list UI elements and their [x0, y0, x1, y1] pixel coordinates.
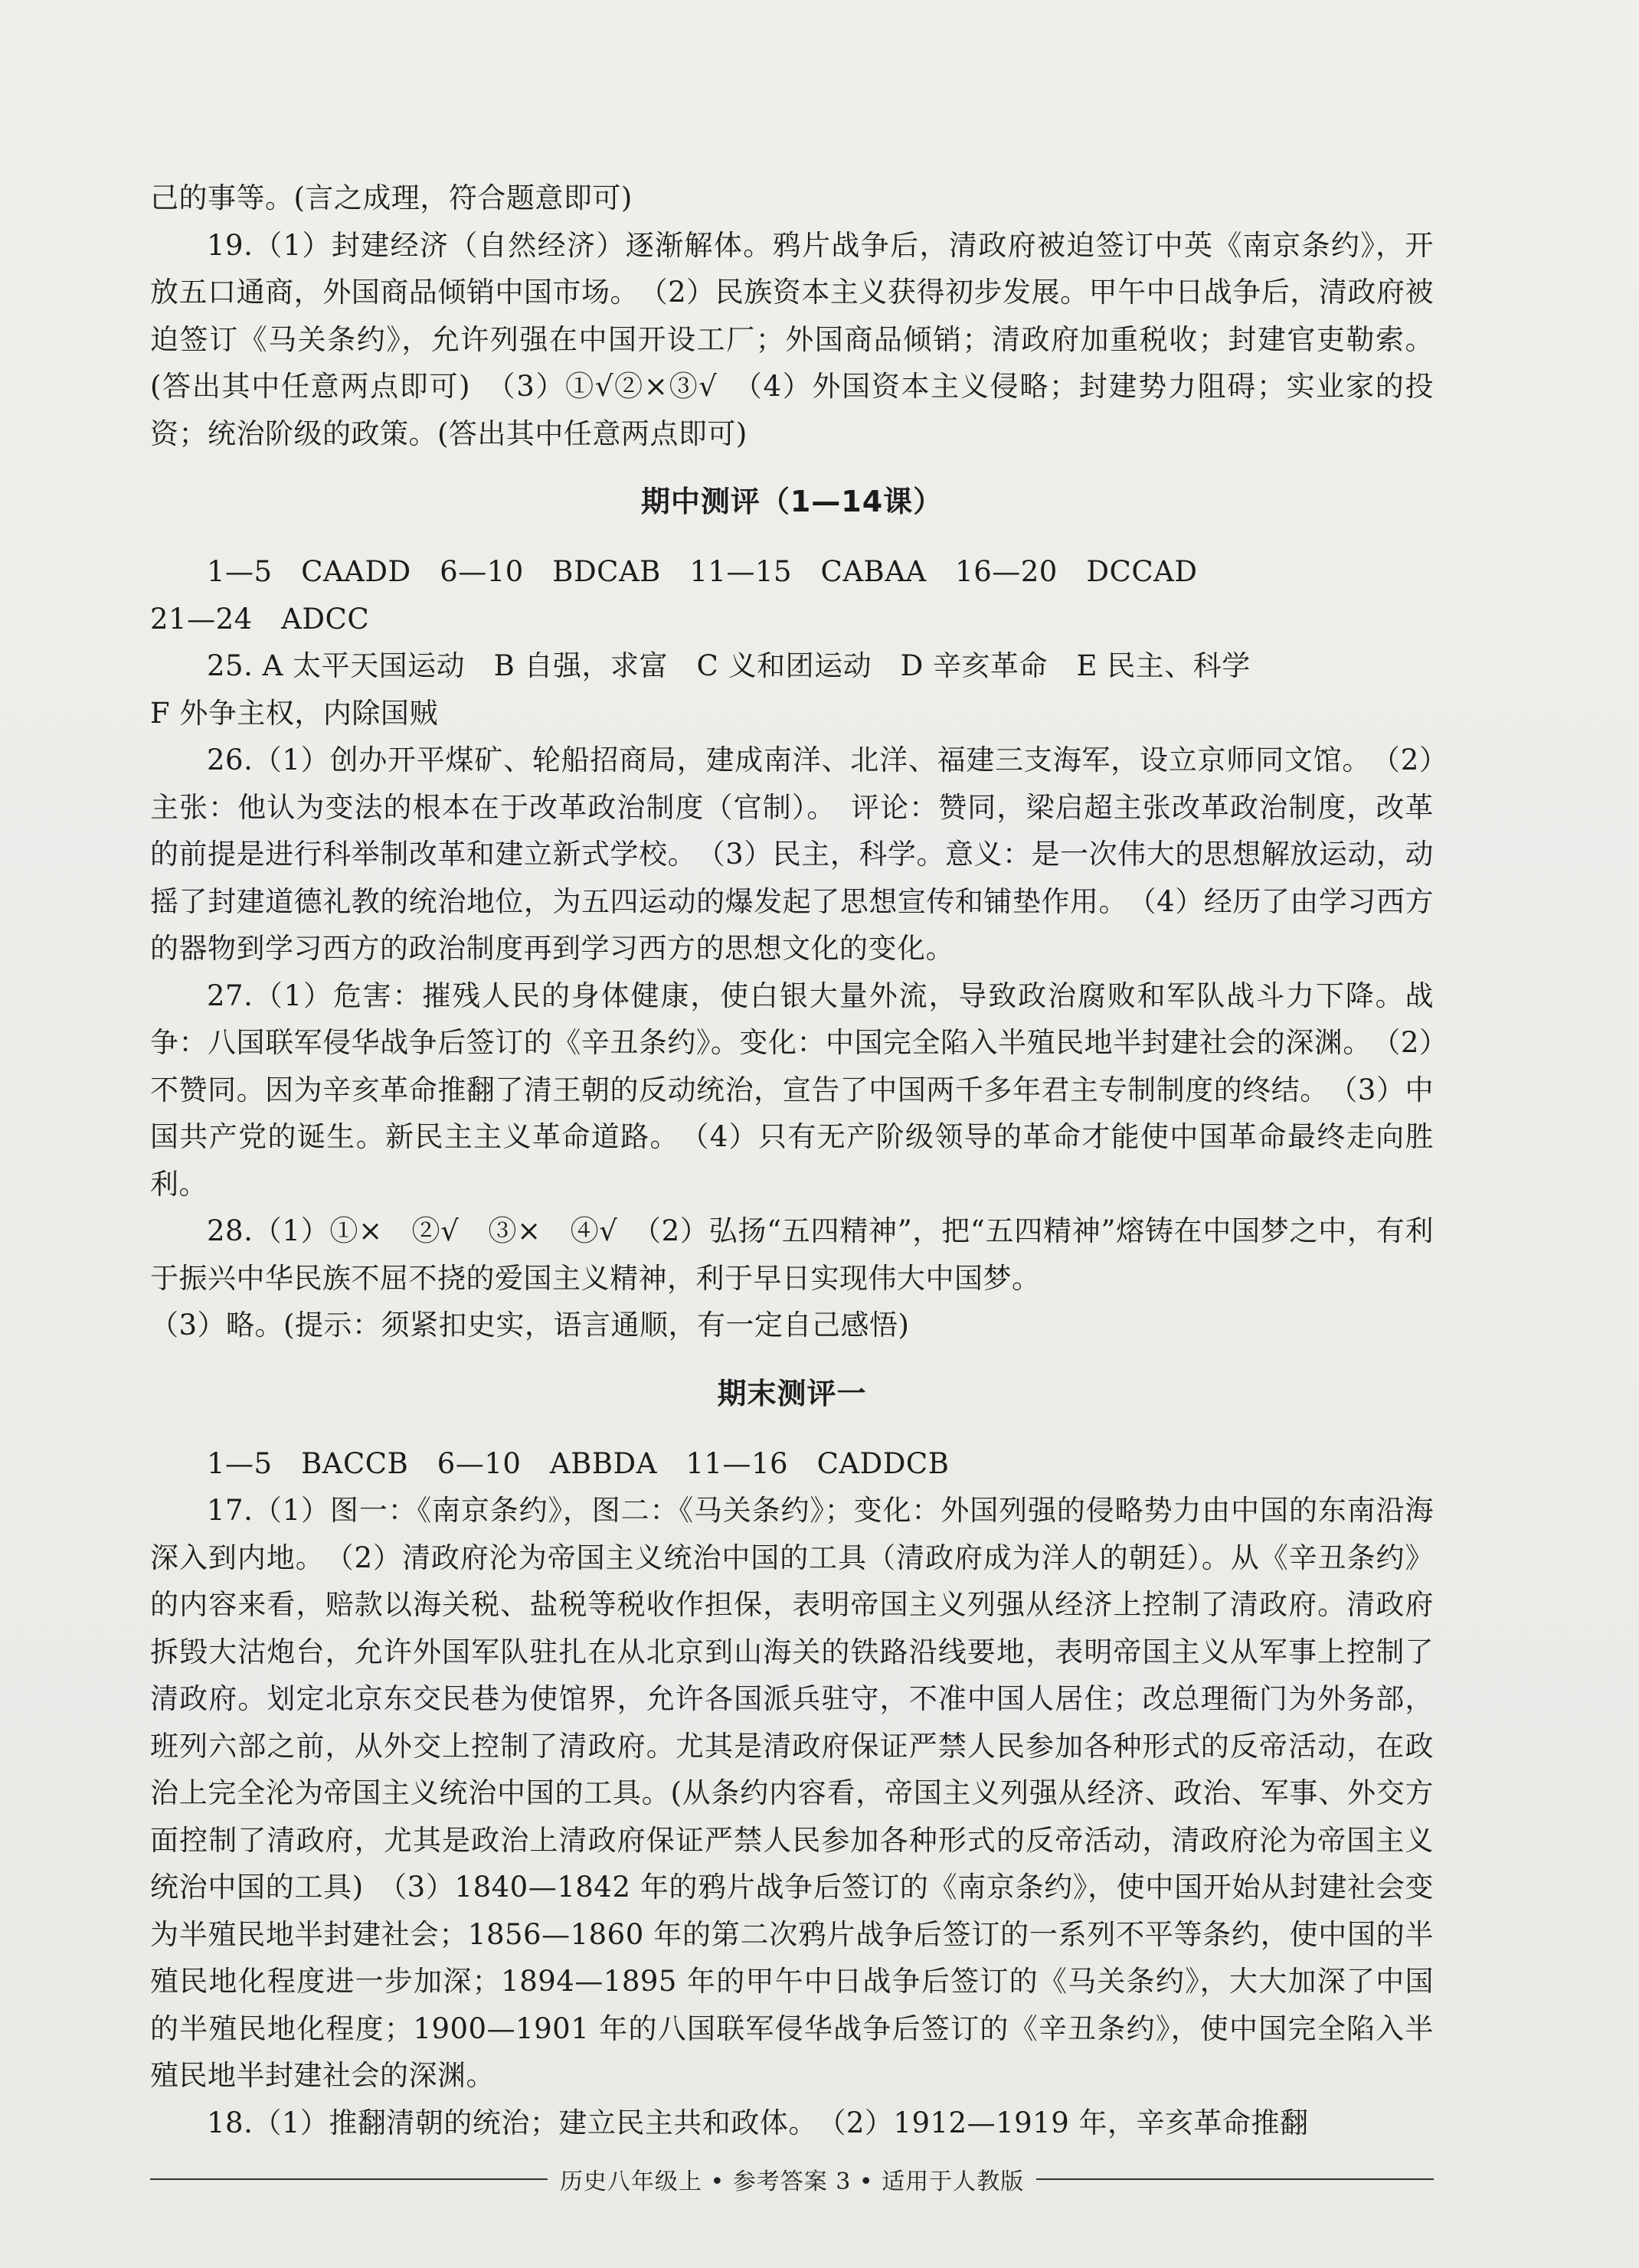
section-title-final: 期末测评一	[717, 1376, 867, 1410]
footer-rule-right	[1036, 2178, 1434, 2180]
answer-q25-cont: F 外争主权，内除国贼	[150, 696, 438, 730]
answer-q19: 19.（1）封建经济（自然经济）逐渐解体。鸦片战争后，清政府被迫签订中英《南京条约》，开放五口通商，外国商品倾销中国市场。 （2）民族资本主义获得初步发展。甲午中日战争后，清政府被迫签订《马关条约》，允许列强在中国开设工厂；外国商品倾销；清政府加重税收；封建官吏勒索。(答出其中任意两点即可) （3）①√②×③√ （4）外国资本主义侵略；封建势力阻碍；实业家的投资；统治阶级的政策。(答出其中任意两点即可)	[150, 228, 1434, 450]
choice-answers-midterm-1: 1—5 CAADD 6—10 BDCAB 11—15 CABAA 16—20 DCCAD	[207, 555, 1198, 588]
answer-q27: 27.（1）危害：摧残人民的身体健康，使白银大量外流，导致政治腐败和军队战斗力下降。战争：八国联军侵华战争后签订的《辛丑条约》。变化：中国完全陷入半殖民地半封建社会的深渊。 （2）不赞同。因为辛亥革命推翻了清王朝的反动统治，宣告了中国两千多年君主专制制度的终结。 （3）中国共产党的诞生。新民主主义革命道路。 （4）只有无产阶级领导的革命才能使中国革命最终走向胜利。	[150, 979, 1434, 1201]
answer-q17: 17.（1）图一：《南京条约》，图二：《马关条约》；变化：外国列强的侵略势力由中国的东南沿海深入到内地。 （2）清政府沦为帝国主义统治中国的工具（清政府成为洋人的朝廷）。从《辛丑条约》的内容来看，赔款以海关税、盐税等税收作担保，表明帝国主义列强从经济上控制了清政府。清政府拆毁大沽炮台，允许外国军队驻扎在从北京到山海关的铁路沿线要地，表明帝国主义从军事上控制了清政府。划定北京东交民巷为使馆界，允许各国派兵驻守，不准中国人居住；改总理衙门为外务部，班列六部之前，从外交上控制了清政府。尤其是清政府保证严禁人民参加各种形式的反帝活动，在政治上完全沦为帝国主义统治中国的工具。(从条约内容看，帝国主义列强从经济、政治、军事、外交方面控制了清政府，尤其是政治上清政府保证严禁人民参加各种形式的反帝活动，清政府沦为帝国主义统治中国的工具) （3）1840—1842 年的鸦片战争后签订的《南京条约》，使中国开始从封建社会变为半殖民地半封建社会；1856—1860 年的第二次鸦片战争后签订的一系列不平等条约，使中国的半殖民地化程度进一步加深；1894—1895 年的甲午中日战争后签订的《马关条约》，大大加深了中国的半殖民地化程度；1900—1901 年的八国联军侵华战争后签订的《辛丑条约》，使中国完全陷入半殖民地半封建社会的深渊。	[150, 1494, 1434, 2092]
answer-q28-cont: （3）略。(提示：须紧扣史实，语言通顺，有一定自己感悟)	[150, 1309, 910, 1342]
choice-answers-final: 1—5 BACCB 6—10 ABBDA 11—16 CADDCB	[207, 1446, 950, 1480]
page-content	[150, 175, 1434, 2146]
footer-text: 历史八年级上 • 参考答案 3 • 适用于人教版	[559, 2168, 1025, 2195]
answer-q26: 26.（1）创办开平煤矿、轮船招商局，建成南洋、北洋、福建三支海军，设立京师同文馆。 （2）主张：他认为变法的根本在于改革政治制度（官制）。 评论：赞同，梁启超主张改革政治制度，改革的前提是进行科举制改革和建立新式学校。 （3）民主，科学。意义：是一次伟大的思想解放运动，动摇了封建道德礼教的统治地位，为五四运动的爆发起了思想宣传和铺垫作用。 （4）经历了由学习西方的器物到学习西方的政治制度再到学习西方的思想文化的变化。	[150, 743, 1434, 965]
answer-q25: 25. A 太平天国运动 B 自强，求富 C 义和团运动 D 辛亥革命 E 民主、科学	[207, 649, 1251, 682]
footer-rule-left	[150, 2178, 548, 2180]
answer-q28: 28.（1）①× ②√ ③× ④√ （2）弘扬“五四精神”，把“五四精神”熔铸在中国梦之中，有利于振兴中华民族不屈不挠的爱国主义精神，利于早日实现伟大中国梦。	[150, 1214, 1434, 1295]
page-footer	[150, 2164, 1434, 2194]
paragraph-continuation: 己的事等。(言之成理，符合题意即可)	[150, 181, 633, 214]
section-title-midterm: 期中测评（1—14课）	[640, 485, 944, 518]
choice-answers-midterm-2: 21—24 ADCC	[150, 602, 370, 636]
answer-q18: 18.（1）推翻清朝的统治；建立民主共和政体。 （2）1912—1919 年，辛亥革命推翻	[207, 2106, 1309, 2139]
